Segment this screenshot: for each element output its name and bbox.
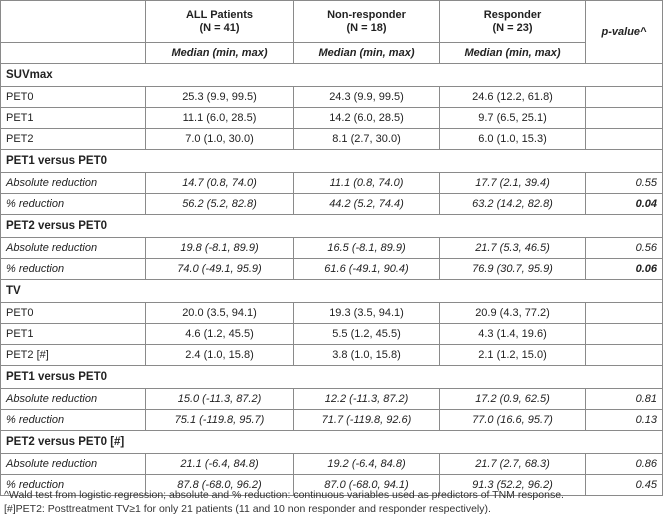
header-all-patients-n: (N = 41) <box>199 21 240 34</box>
header-responder <box>440 1 586 43</box>
section-title: PET1 versus PET0 <box>1 366 663 389</box>
subheader-blank-cell <box>1 43 146 64</box>
row-label: PET1 <box>1 324 146 345</box>
value-all-patients: 56.2 (5.2, 82.8) <box>146 194 294 215</box>
table-row <box>1 410 663 431</box>
value-non-responder: 16.5 (-8.1, 89.9) <box>294 238 440 259</box>
value-all-patients: 25.3 (9.9, 99.5) <box>146 87 294 108</box>
value-pvalue <box>586 108 663 129</box>
row-label: PET2 [#] <box>1 345 146 366</box>
value-pvalue: 0.86 <box>586 454 663 475</box>
table-row <box>1 194 663 215</box>
value-non-responder: 5.5 (1.2, 45.5) <box>294 324 440 345</box>
section-title: SUVmax <box>1 64 663 87</box>
subheader-stat-all: Median (min, max) <box>146 43 294 64</box>
value-responder: 4.3 (1.4, 19.6) <box>440 324 586 345</box>
row-label: % reduction <box>1 259 146 280</box>
value-pvalue: 0.06 <box>586 259 663 280</box>
section-row <box>1 150 663 173</box>
header-blank-cell <box>1 1 146 43</box>
row-label: PET0 <box>1 303 146 324</box>
row-label: Absolute reduction <box>1 389 146 410</box>
row-label: % reduction <box>1 410 146 431</box>
row-label: % reduction <box>1 475 146 496</box>
value-responder: 24.6 (12.2, 61.8) <box>440 87 586 108</box>
value-non-responder: 61.6 (-49.1, 90.4) <box>294 259 440 280</box>
section-row <box>1 280 663 303</box>
value-pvalue <box>586 345 663 366</box>
value-responder: 17.7 (2.1, 39.4) <box>440 173 586 194</box>
value-all-patients: 7.0 (1.0, 30.0) <box>146 129 294 150</box>
row-label: Absolute reduction <box>1 173 146 194</box>
section-row <box>1 366 663 389</box>
section-title: TV <box>1 280 663 303</box>
row-label: % reduction <box>1 194 146 215</box>
header-all-patients-name: ALL Patients <box>185 8 254 21</box>
value-pvalue <box>586 129 663 150</box>
table-row <box>1 389 663 410</box>
value-all-patients: 4.6 (1.2, 45.5) <box>146 324 294 345</box>
table-row <box>1 454 663 475</box>
value-responder: 91.3 (52.2, 96.2) <box>440 475 586 496</box>
value-non-responder: 19.3 (3.5, 94.1) <box>294 303 440 324</box>
value-pvalue: 0.45 <box>586 475 663 496</box>
footnote-pet2: [#]PET2: Posttreatment TV≥1 for only 21 patients (11 and 10 non responder and responder respectively). <box>4 503 491 515</box>
value-non-responder: 24.3 (9.9, 99.5) <box>294 87 440 108</box>
value-all-patients: 11.1 (6.0, 28.5) <box>146 108 294 129</box>
value-responder: 21.7 (2.7, 68.3) <box>440 454 586 475</box>
header-non-responder-name: Non-responder <box>327 8 406 21</box>
section-title: PET2 versus PET0 <box>1 215 663 238</box>
value-responder: 17.2 (0.9, 62.5) <box>440 389 586 410</box>
row-label: PET1 <box>1 108 146 129</box>
table-row <box>1 87 663 108</box>
value-non-responder: 87.0 (-68.0, 94.1) <box>294 475 440 496</box>
value-pvalue: 0.55 <box>586 173 663 194</box>
section-row <box>1 431 663 454</box>
value-all-patients: 19.8 (-8.1, 89.9) <box>146 238 294 259</box>
table-row <box>1 238 663 259</box>
table-row <box>1 108 663 129</box>
table-row <box>1 303 663 324</box>
subheader-stat-non: Median (min, max) <box>294 43 440 64</box>
header-responder-name: Responder <box>483 8 542 21</box>
header-all-patients <box>146 1 294 43</box>
value-pvalue: 0.13 <box>586 410 663 431</box>
value-responder: 77.0 (16.6, 95.7) <box>440 410 586 431</box>
value-responder: 20.9 (4.3, 77.2) <box>440 303 586 324</box>
table-row <box>1 259 663 280</box>
footnote-wald: ^Wald test from logistic regression; absolute and % reduction: continuous variables used as predictors of TNM response. <box>4 489 564 501</box>
value-non-responder: 8.1 (2.7, 30.0) <box>294 129 440 150</box>
table-row <box>1 324 663 345</box>
table-row <box>1 129 663 150</box>
row-label: PET2 <box>1 129 146 150</box>
header-non-responder <box>294 1 440 43</box>
row-label: Absolute reduction <box>1 454 146 475</box>
value-all-patients: 15.0 (-11.3, 87.2) <box>146 389 294 410</box>
table-row <box>1 173 663 194</box>
subheader-row <box>1 43 663 64</box>
value-non-responder: 44.2 (5.2, 74.4) <box>294 194 440 215</box>
row-label: Absolute reduction <box>1 238 146 259</box>
table-row <box>1 345 663 366</box>
section-row <box>1 64 663 87</box>
value-responder: 21.7 (5.3, 46.5) <box>440 238 586 259</box>
footnotes <box>4 488 659 516</box>
value-non-responder: 71.7 (-119.8, 92.6) <box>294 410 440 431</box>
header-responder-n: (N = 23) <box>492 21 533 34</box>
value-pvalue: 0.81 <box>586 389 663 410</box>
value-non-responder: 11.1 (0.8, 74.0) <box>294 173 440 194</box>
value-all-patients: 14.7 (0.8, 74.0) <box>146 173 294 194</box>
value-responder: 63.2 (14.2, 82.8) <box>440 194 586 215</box>
row-label: PET0 <box>1 87 146 108</box>
value-all-patients: 2.4 (1.0, 15.8) <box>146 345 294 366</box>
value-all-patients: 21.1 (-6.4, 84.8) <box>146 454 294 475</box>
header-pvalue: p-value^ <box>586 1 663 64</box>
value-pvalue <box>586 324 663 345</box>
value-responder: 76.9 (30.7, 95.9) <box>440 259 586 280</box>
value-non-responder: 12.2 (-11.3, 87.2) <box>294 389 440 410</box>
value-responder: 2.1 (1.2, 15.0) <box>440 345 586 366</box>
section-title: PET1 versus PET0 <box>1 150 663 173</box>
value-all-patients: 75.1 (-119.8, 95.7) <box>146 410 294 431</box>
value-responder: 6.0 (1.0, 15.3) <box>440 129 586 150</box>
value-all-patients: 20.0 (3.5, 94.1) <box>146 303 294 324</box>
section-title: PET2 versus PET0 [#] <box>1 431 663 454</box>
value-pvalue <box>586 87 663 108</box>
value-pvalue: 0.56 <box>586 238 663 259</box>
value-non-responder: 14.2 (6.0, 28.5) <box>294 108 440 129</box>
section-row <box>1 215 663 238</box>
subheader-stat-resp: Median (min, max) <box>440 43 586 64</box>
header-row <box>1 1 663 43</box>
value-non-responder: 19.2 (-6.4, 84.8) <box>294 454 440 475</box>
header-non-responder-n: (N = 18) <box>346 21 387 34</box>
value-all-patients: 74.0 (-49.1, 95.9) <box>146 259 294 280</box>
value-pvalue: 0.04 <box>586 194 663 215</box>
value-all-patients: 87.8 (-68.0, 96.2) <box>146 475 294 496</box>
value-pvalue <box>586 303 663 324</box>
value-non-responder: 3.8 (1.0, 15.8) <box>294 345 440 366</box>
value-responder: 9.7 (6.5, 25.1) <box>440 108 586 129</box>
